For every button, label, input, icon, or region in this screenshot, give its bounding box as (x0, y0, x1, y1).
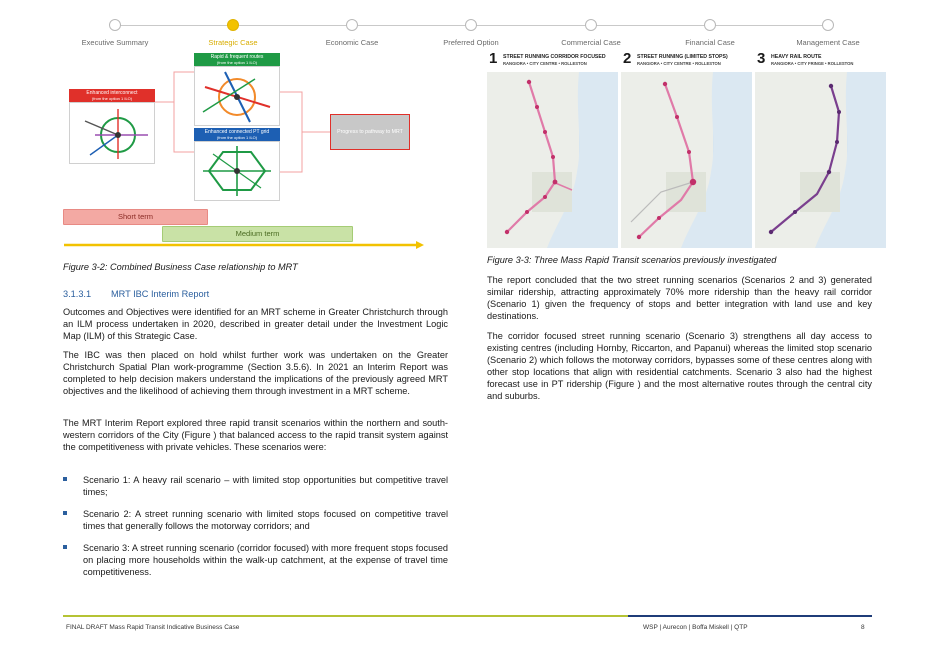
section-number: 3.1.3.1 (63, 289, 92, 299)
nav-label: Financial Case (685, 38, 735, 47)
page-number: 8 (861, 624, 865, 631)
nav-dot (346, 19, 358, 31)
box-subtitle-text: (from the option 1 ILO) (91, 96, 133, 101)
box-subtitle-text: (from the option 1 ILO) (216, 60, 258, 65)
bullet-scenario-1 (63, 474, 448, 498)
section-title: MRT IBC Interim Report (111, 289, 210, 299)
nav-step-executive-summary[interactable] (60, 19, 170, 47)
nav-step-economic-case[interactable] (297, 19, 407, 47)
bullet-marker (63, 511, 67, 515)
footer-authors: WSP | Aurecon | Boffa Miskell | QTP (643, 624, 748, 631)
nav-dot-active (227, 19, 239, 31)
paragraph-report-concluded: The report concluded that the two street running scenarios (Scenarios 2 and 3) generated similar ridership, attracting approximately 70% more ridership than the heavy rail corridor (Scenario 1) given the frequency of stops and better integration with land use and key destinations. (487, 275, 872, 322)
scenario-map-graphic (487, 72, 618, 248)
box-enhanced-interconnect-title (69, 89, 155, 102)
route-map-graphic (195, 67, 279, 125)
scenario-subtitle: RANGIORA • CITY CENTRE • ROLLESTON (637, 61, 721, 66)
bullet-text: Scenario 1: A heavy rail scenario – with limited stop opportunities but competitive travel times; (83, 475, 448, 498)
bullet-marker (63, 477, 67, 481)
nav-label: Commercial Case (561, 38, 621, 47)
box-title-text: Enhanced interconnect (86, 90, 138, 96)
bullet-scenario-2 (63, 508, 448, 532)
scenario-number: 2 (623, 50, 632, 67)
box-subtitle-text: (from the option 1 ILO) (216, 135, 258, 140)
scenario-subtitle: RANGIORA • CITY FRINGE • ROLLESTON (771, 61, 854, 66)
scenario-title: STREET RUNNING (LIMITED STOPS) (637, 54, 728, 60)
nav-label: Management Case (796, 38, 860, 47)
medium-term-bar: Medium term (162, 226, 353, 242)
figure-3-3-caption: Figure 3-3: Three Mass Rapid Transit scenarios previously investigated (487, 255, 777, 265)
nav-dot (585, 19, 597, 31)
bullet-marker (63, 545, 67, 549)
box-connected-pt-grid-title (194, 128, 280, 141)
box-rapid-frequent-title (194, 53, 280, 66)
scenario-title: STREET RUNNING CORRIDOR FOCUSED (503, 54, 606, 60)
nav-step-financial-case[interactable] (655, 19, 765, 47)
scenario-number: 3 (757, 50, 766, 67)
case-progress-nav (70, 19, 870, 49)
scenario-number: 1 (489, 50, 498, 67)
box-title-text: Rapid & frequent routes (210, 54, 264, 60)
paragraph-corridor-focused: The corridor focused street running scenario (Scenario 3) strengthens all day access to existing centres (including Hornby, Riccarton, and Papanui) whereas the limited stop scenario (Scenario 2) which follows the motorway corridors, bypasses some of these centres along with other stop locations that align with residential catchments. Scenario 3 also had the highest forecast use in PT ridership (Figure ) and the most alternative routes through the central city and suburbs. (487, 331, 872, 402)
nav-label: Strategic Case (208, 38, 258, 47)
map-connected-pt-grid (194, 141, 280, 201)
nav-dot (822, 19, 834, 31)
scenario-3-map (755, 72, 886, 248)
paragraph-interim-report: The MRT Interim Report explored three rapid transit scenarios within the northern and south-western corridors of the City (Figure ) that balanced access to the rapid transit system against the competitiveness with private vehicles. These scenarios were: (63, 418, 448, 453)
scenario-title: HEAVY RAIL ROUTE (771, 54, 822, 60)
nav-dot (465, 19, 477, 31)
paragraph-outcomes: Outcomes and Objectives were identified for an MRT scheme in Greater Christchurch through an ILM process undertaken in 2020, described in greater detail under the Investment Logic Map (ILM) of this Strategic Case. (63, 307, 448, 342)
nav-dot (704, 19, 716, 31)
figure-3-2-caption: Figure 3-2: Combined Business Case relationship to MRT (63, 262, 298, 272)
nav-dot (109, 19, 121, 31)
short-term-bar: Short term (63, 209, 208, 225)
section-heading (63, 289, 209, 299)
scenario-subtitle: RANGIORA • CITY CENTRE • ROLLESTON (503, 61, 587, 66)
box-pathway-to-mrt: Progress to pathway to MRT (330, 114, 410, 150)
scenario-map-graphic (621, 72, 752, 248)
route-map-graphic (70, 103, 154, 163)
nav-label: Preferred Option (443, 38, 499, 47)
business-case-relationship-diagram (62, 52, 427, 252)
nav-label: Economic Case (325, 38, 379, 47)
footer-rule-green (63, 615, 628, 617)
bullet-text: Scenario 2: A street running scenario with limited stops focused on competitive travel times that generally follows the motorway corridors; and (83, 509, 448, 532)
nav-step-management-case[interactable] (773, 19, 883, 47)
scenario-map-graphic (755, 72, 886, 248)
scenario-2-map (621, 72, 752, 248)
nav-label: Executive Summary (81, 38, 149, 47)
scenario-1-map (487, 72, 618, 248)
paragraph-ibc-hold: The IBC was then placed on hold whilst further work was undertaken on the Greater Christchurch Spatial Plan work-programme (Section 3.5.6). In 2021 an Interim Report was completed to help decision makers understand the implications of the previously agreed MRT objectives and the likelihood of achieving them through investment in a MRT scheme. (63, 350, 448, 397)
footer-rule-blue (628, 615, 872, 617)
route-map-graphic (195, 142, 279, 200)
nav-step-commercial-case[interactable] (536, 19, 646, 47)
nav-step-strategic-case[interactable] (178, 19, 288, 47)
map-enhanced-interconnect (69, 102, 155, 164)
bullet-text: Scenario 3: A street running scenario (corridor focused) with more frequent stops focused on placing more households within the walk-up catchment, at the expense of travel time competitiveness. (83, 543, 448, 578)
bullet-scenario-3 (63, 542, 448, 578)
mrt-scenarios-figure (487, 52, 887, 252)
nav-step-preferred-option[interactable] (416, 19, 526, 47)
box-title-text: Enhanced connected PT grid (204, 129, 270, 135)
footer-document-title: FINAL DRAFT Mass Rapid Transit Indicative Business Case (66, 624, 240, 631)
map-rapid-frequent (194, 66, 280, 126)
